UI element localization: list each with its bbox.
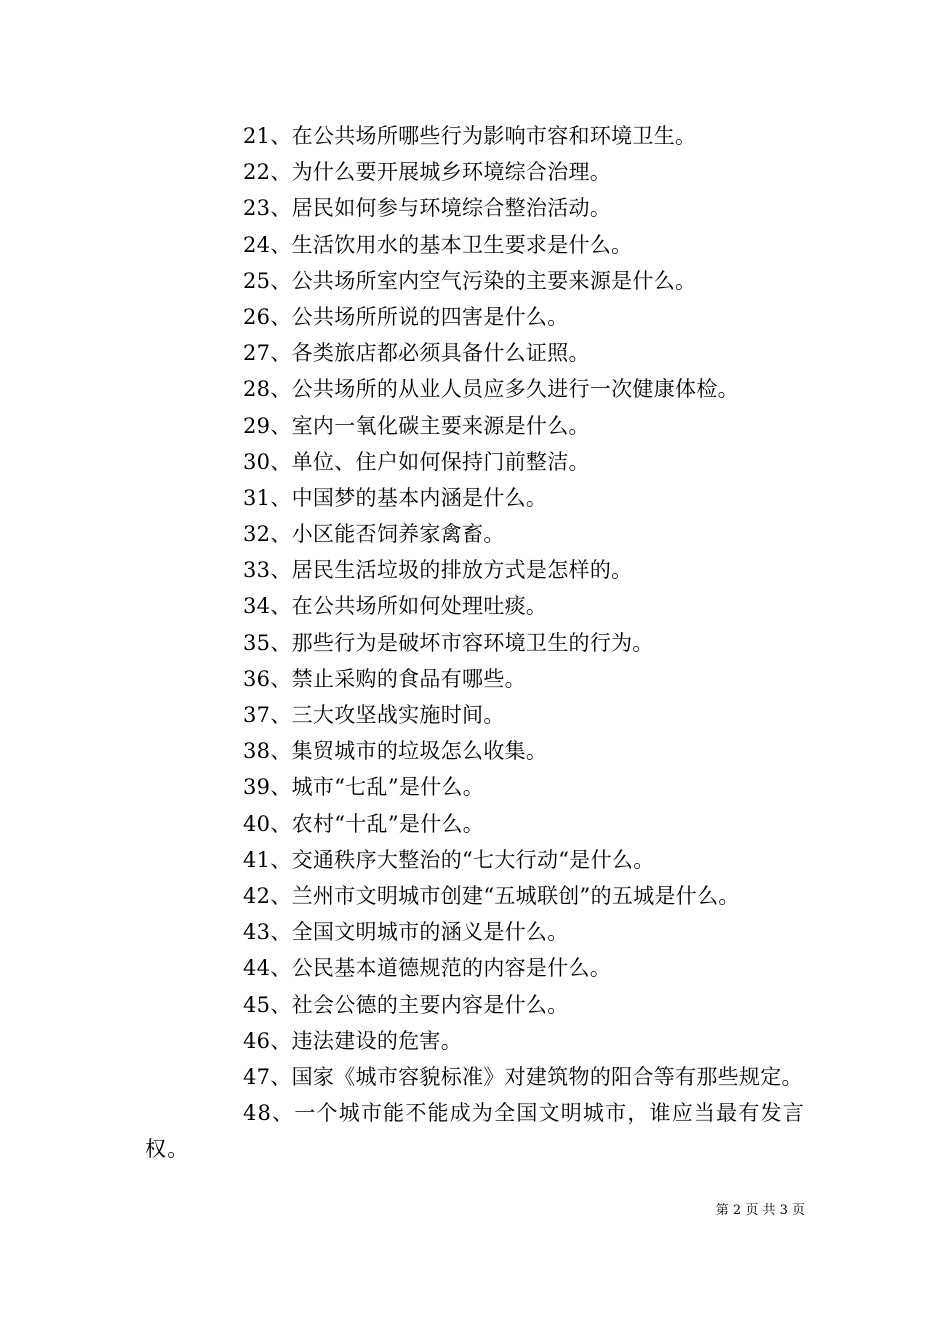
list-item: 28、公共场所的从业人员应多久进行一次健康体检。: [243, 377, 739, 402]
list-item: 33、居民生活垃圾的排放方式是怎样的。: [243, 558, 633, 583]
list-item: 48、一个城市能不能成为全国文明城市，谁应当最有发言权。: [145, 1101, 805, 1162]
list-item: 46、违法建设的危害。: [243, 1028, 463, 1053]
list-item: 38、集贸城市的垃圾怎么收集。: [243, 739, 548, 764]
list-item: 37、三大攻坚战实施时间。: [243, 703, 505, 727]
list-item: 42、兰州市文明城市创建“五城联创”的五城是什么。: [243, 883, 740, 908]
list-item: 29、室内一氧化碳主要来源是什么。: [243, 413, 590, 438]
list-item: 43、全国文明城市的涵义是什么。: [243, 920, 569, 945]
list-item: 31、中国梦的基本内涵是什么。: [243, 485, 548, 510]
list-item: 25、公共场所室内空气污染的主要来源是什么。: [243, 268, 697, 293]
list-item: 26、公共场所所说的四害是什么。: [243, 304, 569, 329]
list-item: 32、小区能否饲养家禽畜。: [243, 522, 505, 547]
list-item: 22、为什么要开展城乡环境综合治理。: [243, 160, 612, 185]
list-item: 41、交通秩序大整治的“七大行动“是什么。: [243, 847, 655, 872]
list-item: 30、单位、住户如何保持门前整洁。: [243, 449, 590, 474]
list-item: 35、那些行为是破坏市容环境卫生的行为。: [243, 630, 654, 655]
list-item: 23、居民如何参与环境综合整治活动。: [243, 196, 612, 221]
list-item: 34、在公共场所如何处理吐痰。: [243, 594, 548, 619]
list-item: 40、农村“十乱”是什么。: [243, 811, 485, 836]
list-item: 27、各类旅店都必须具备什么证照。: [243, 341, 590, 366]
page-number: 第 2 页 共 3 页: [715, 1203, 805, 1218]
list-item: 24、生活饮用水的基本卫生要求是什么。: [243, 232, 633, 257]
list-item: 44、公民基本道德规范的内容是什么。: [243, 956, 612, 981]
list-item: 21、在公共场所哪些行为影响市容和环境卫生。: [243, 124, 697, 148]
list-item: 36、禁止采购的食品有哪些。: [243, 666, 526, 691]
list-item: 45、社会公德的主要内容是什么。: [243, 992, 569, 1017]
list-item: 39、城市“七乱”是什么。: [243, 775, 485, 800]
list-item: 47、国家《城市容貌标准》对建筑物的阳合等有那些规定。: [243, 1064, 803, 1089]
question-list: [145, 118, 815, 1167]
